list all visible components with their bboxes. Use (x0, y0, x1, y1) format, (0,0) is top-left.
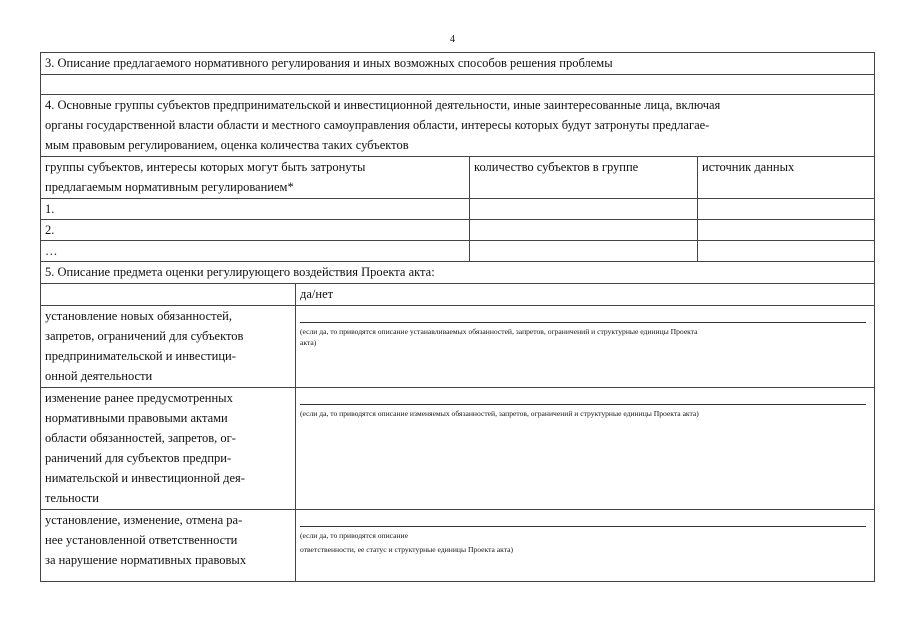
section4-title-line: 4. Основные группы субъектов предпринимательской и инвестиционной деятельности, иные заинтересованные лица, включая (45, 98, 721, 112)
label-line: установление новых обязанностей, (45, 309, 232, 323)
table-row (41, 199, 875, 220)
assessment-item-label (41, 306, 296, 388)
note-line: (если да, то приводятся описание (300, 531, 408, 540)
assessment-answer-cell[interactable] (296, 510, 875, 582)
source-cell[interactable] (698, 241, 875, 262)
row-number: … (41, 241, 470, 262)
count-cell[interactable] (470, 220, 698, 241)
count-cell[interactable] (470, 199, 698, 220)
source-cell[interactable] (698, 220, 875, 241)
answer-line (300, 526, 866, 527)
section3-answer-cell[interactable] (41, 75, 875, 95)
yes-no-header: да/нет (296, 284, 875, 306)
answer-line (300, 404, 866, 405)
assessment-answer-cell[interactable] (296, 306, 875, 388)
assessment-item-label (41, 388, 296, 510)
label-line: нормативными правовыми актами (45, 411, 228, 425)
label-line: изменение ранее предусмотренных (45, 391, 233, 405)
table-row (41, 510, 875, 582)
source-header: источник данных (698, 157, 875, 199)
note-line: (если да, то приводятся описание изменяемых обязанностей, запретов, ограничений и структурные единицы Проекта акта) (300, 409, 699, 418)
table-row (41, 220, 875, 241)
ria-form-table (40, 52, 875, 582)
groups-header-line: предлагаемым нормативным регулированием* (45, 180, 294, 194)
label-line: нимательской и инвестиционной дея- (45, 471, 245, 485)
note-line: (если да, то приводятся описание устанавливаемых обязанностей, запретов, ограничений и структурные единицы Проекта (300, 327, 698, 336)
assessment-answer-cell[interactable] (296, 388, 875, 510)
section5-empty-header (41, 284, 296, 306)
label-line: за нарушение нормативных правовых (45, 553, 247, 567)
row-number: 1. (41, 199, 470, 220)
assessment-item-label (41, 510, 296, 582)
count-cell[interactable] (470, 241, 698, 262)
count-header: количество субъектов в группе (470, 157, 698, 199)
page-number: 4 (450, 34, 455, 45)
answer-note (300, 408, 870, 419)
source-cell[interactable] (698, 199, 875, 220)
label-line: предпринимательской и инвестици- (45, 349, 236, 363)
section5-title: 5. Описание предмета оценки регулирующего воздействия Проекта акта: (41, 262, 875, 284)
note-line: акта) (300, 338, 317, 347)
table-row (41, 388, 875, 510)
answer-note (300, 326, 870, 348)
label-line: нее установленной ответственности (45, 533, 238, 547)
groups-header-line: группы субъектов, интересы которых могут быть затронуты (45, 160, 366, 174)
label-line: установление, изменение, отмена ра- (45, 513, 243, 527)
row-number: 2. (41, 220, 470, 241)
label-line: тельности (45, 491, 99, 505)
section4-title (41, 95, 875, 157)
section4-title-line: мым правовым регулированием, оценка количества таких субъектов (45, 138, 409, 152)
section4-title-line: органы государственной власти области и местного самоуправления области, интересы которых будут затронуты предлагае- (45, 118, 710, 132)
label-line: области обязанностей, запретов, ог- (45, 431, 236, 445)
label-line: запретов, ограничений для субъектов (45, 329, 244, 343)
table-row (41, 241, 875, 262)
section3-title: 3. Описание предлагаемого нормативного регулирования и иных возможных способов решения проблемы (41, 53, 875, 75)
answer-note (300, 530, 870, 555)
groups-header (41, 157, 470, 199)
answer-line (300, 322, 866, 323)
note-line: ответственности, ее статус и структурные единицы Проекта акта) (300, 545, 514, 554)
label-line: онной деятельности (45, 369, 153, 383)
table-row (41, 306, 875, 388)
label-line: раничений для субъектов предпри- (45, 451, 232, 465)
